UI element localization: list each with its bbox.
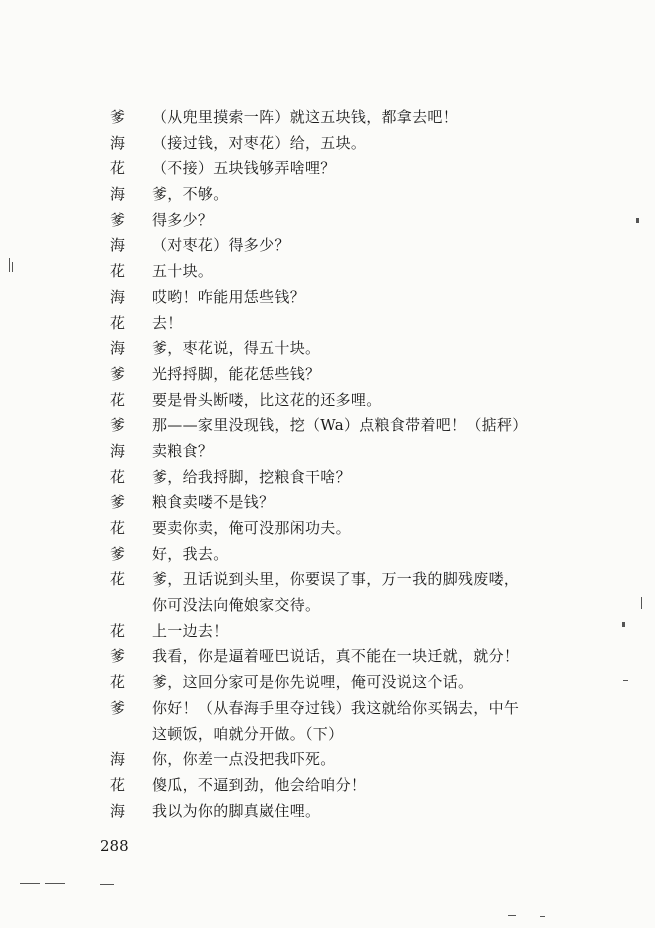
speaker-name: 花 [110,262,126,281]
dialogue-list [0,105,655,824]
speech-line: 爹，丑话说到头里，你要误了事，万一我的脚残废喽， [152,570,520,589]
scan-speck [20,883,40,884]
speaker-name: 花 [110,519,126,537]
dialogue-line [0,516,655,542]
speech-text [152,490,274,516]
speaker-name: 海 [110,133,126,152]
scan-speck [540,916,545,917]
scan-speck [45,883,65,884]
dialogue-line [0,285,655,311]
speech-line: 我看，你是逼着哑巴说话，真不能在一块迁就，就分！ [152,647,520,666]
speech-line: 光捋捋脚，能花恁些钱？ [152,364,321,383]
dialogue-line [0,208,655,234]
speech-text [152,156,336,182]
dialogue-line [0,542,655,568]
speech-text [152,311,183,337]
speech-continuation: 这顿饭，咱就分开做。（下） [152,724,344,743]
speaker-name: 海 [110,339,126,358]
speaker-name: 花 [110,673,126,692]
speech-line: 好，我去。 [152,544,229,563]
speech-text [152,516,351,542]
dialogue-line [0,799,655,825]
speech-text [152,696,519,747]
speaker-name: 爹 [110,544,126,563]
speaker-name: 海 [110,185,126,204]
dialogue-line [0,644,655,670]
speech-text [152,465,351,491]
speech-continuation: 你可没法向俺娘家交待。 [152,596,321,615]
dialogue-line [0,105,655,131]
speaker-name: 海 [110,801,126,820]
speaker-name: 爹 [110,698,126,717]
speech-text [152,567,519,618]
speaker-name: 爹 [110,647,126,666]
speech-text [152,259,213,285]
speech-text [152,285,305,311]
speaker-name: 爹 [110,108,126,126]
dialogue-line [0,670,655,696]
dialogue-line [0,747,655,773]
page-number: 288 [100,837,129,855]
speech-line: 爹，不够。 [152,185,229,204]
dialogue-line [0,131,655,157]
speech-line: 五十块。 [152,262,214,281]
speaker-name: 爹 [110,493,126,512]
speaker-name: 海 [110,236,126,255]
dialogue-line [0,233,655,259]
speech-line: 我以为你的脚真崴住哩。 [152,801,321,820]
dialogue-line [0,465,655,491]
speech-line: 爹，枣花说，得五十块。 [152,339,321,358]
speaker-name: 海 [110,287,126,306]
speech-line: 去！ [152,313,183,332]
speaker-name: 花 [110,775,126,794]
dialogue-line [0,439,655,465]
dialogue-line [0,311,655,337]
speech-line: 你好！（从春海手里夺过钱）我这就给你买锅去，中午 [152,698,520,717]
speech-text [152,413,528,439]
scan-speck [100,884,114,885]
dialogue-line [0,413,655,439]
speech-text [152,336,320,362]
speaker-name: 花 [110,390,126,409]
speech-text [152,773,366,799]
speech-text [152,799,320,825]
speaker-name: 花 [110,467,126,486]
speech-text [152,542,229,568]
dialogue-line [0,388,655,414]
speech-line: 那——家里没现钱，挖（Wa）点粮食带着吧！（掂秤） [152,416,528,435]
speech-text [152,619,229,645]
speech-line: 得多少？ [152,210,214,229]
speaker-name: 花 [110,313,126,332]
dialogue-line [0,619,655,645]
speech-line: 你，你差一点没把我吓死。 [152,750,336,769]
speech-text [152,233,290,259]
dialogue-line [0,336,655,362]
dialogue-line [0,259,655,285]
speech-line: 哎哟！咋能用恁些钱？ [152,287,306,306]
speech-text [152,182,229,208]
speech-line: 要卖你卖，俺可没那闲功夫。 [152,519,351,537]
speech-text [152,747,336,773]
dialogue-line [0,567,655,618]
speech-text [152,131,366,157]
speaker-name: 花 [110,570,126,589]
speech-line: （从兜里摸索一阵）就这五块钱，都拿去吧！ [152,108,459,126]
speech-line: 爹，给我捋脚，挖粮食干啥？ [152,467,351,486]
speech-text [152,388,382,414]
speaker-name: 爹 [110,364,126,383]
speaker-name: 海 [110,441,126,460]
speech-text [152,362,320,388]
speech-line: （不接）五块钱够弄啥哩？ [152,159,336,178]
speech-line: 粮食卖喽不是钱？ [152,493,275,512]
speech-line: 要是骨头断喽，比这花的还多哩。 [152,390,382,409]
dialogue-line [0,156,655,182]
speech-line: 上一边去！ [152,621,229,640]
speech-line: 爹，这回分家可是你先说哩，俺可没说这个话。 [152,673,474,692]
dialogue-line [0,182,655,208]
speaker-name: 爹 [110,416,126,435]
speech-text [152,644,519,670]
scan-speck [508,915,516,916]
speech-line: （接过钱，对枣花）给，五块。 [152,133,367,152]
dialogue-line [0,773,655,799]
speech-text [152,670,473,696]
dialogue-line [0,362,655,388]
speaker-name: 花 [110,159,126,178]
speech-text [152,439,213,465]
speech-line: （对枣花）得多少？ [152,236,290,255]
speech-line: 傻瓜，不逼到劲，他会给咱分！ [152,775,367,794]
speaker-name: 爹 [110,210,126,229]
speaker-name: 花 [110,621,126,640]
dialogue-line [0,696,655,747]
speech-line: 卖粮食？ [152,441,214,460]
speaker-name: 海 [110,750,126,769]
speech-text [152,208,213,234]
dialogue-line [0,490,655,516]
speech-text [152,105,458,131]
